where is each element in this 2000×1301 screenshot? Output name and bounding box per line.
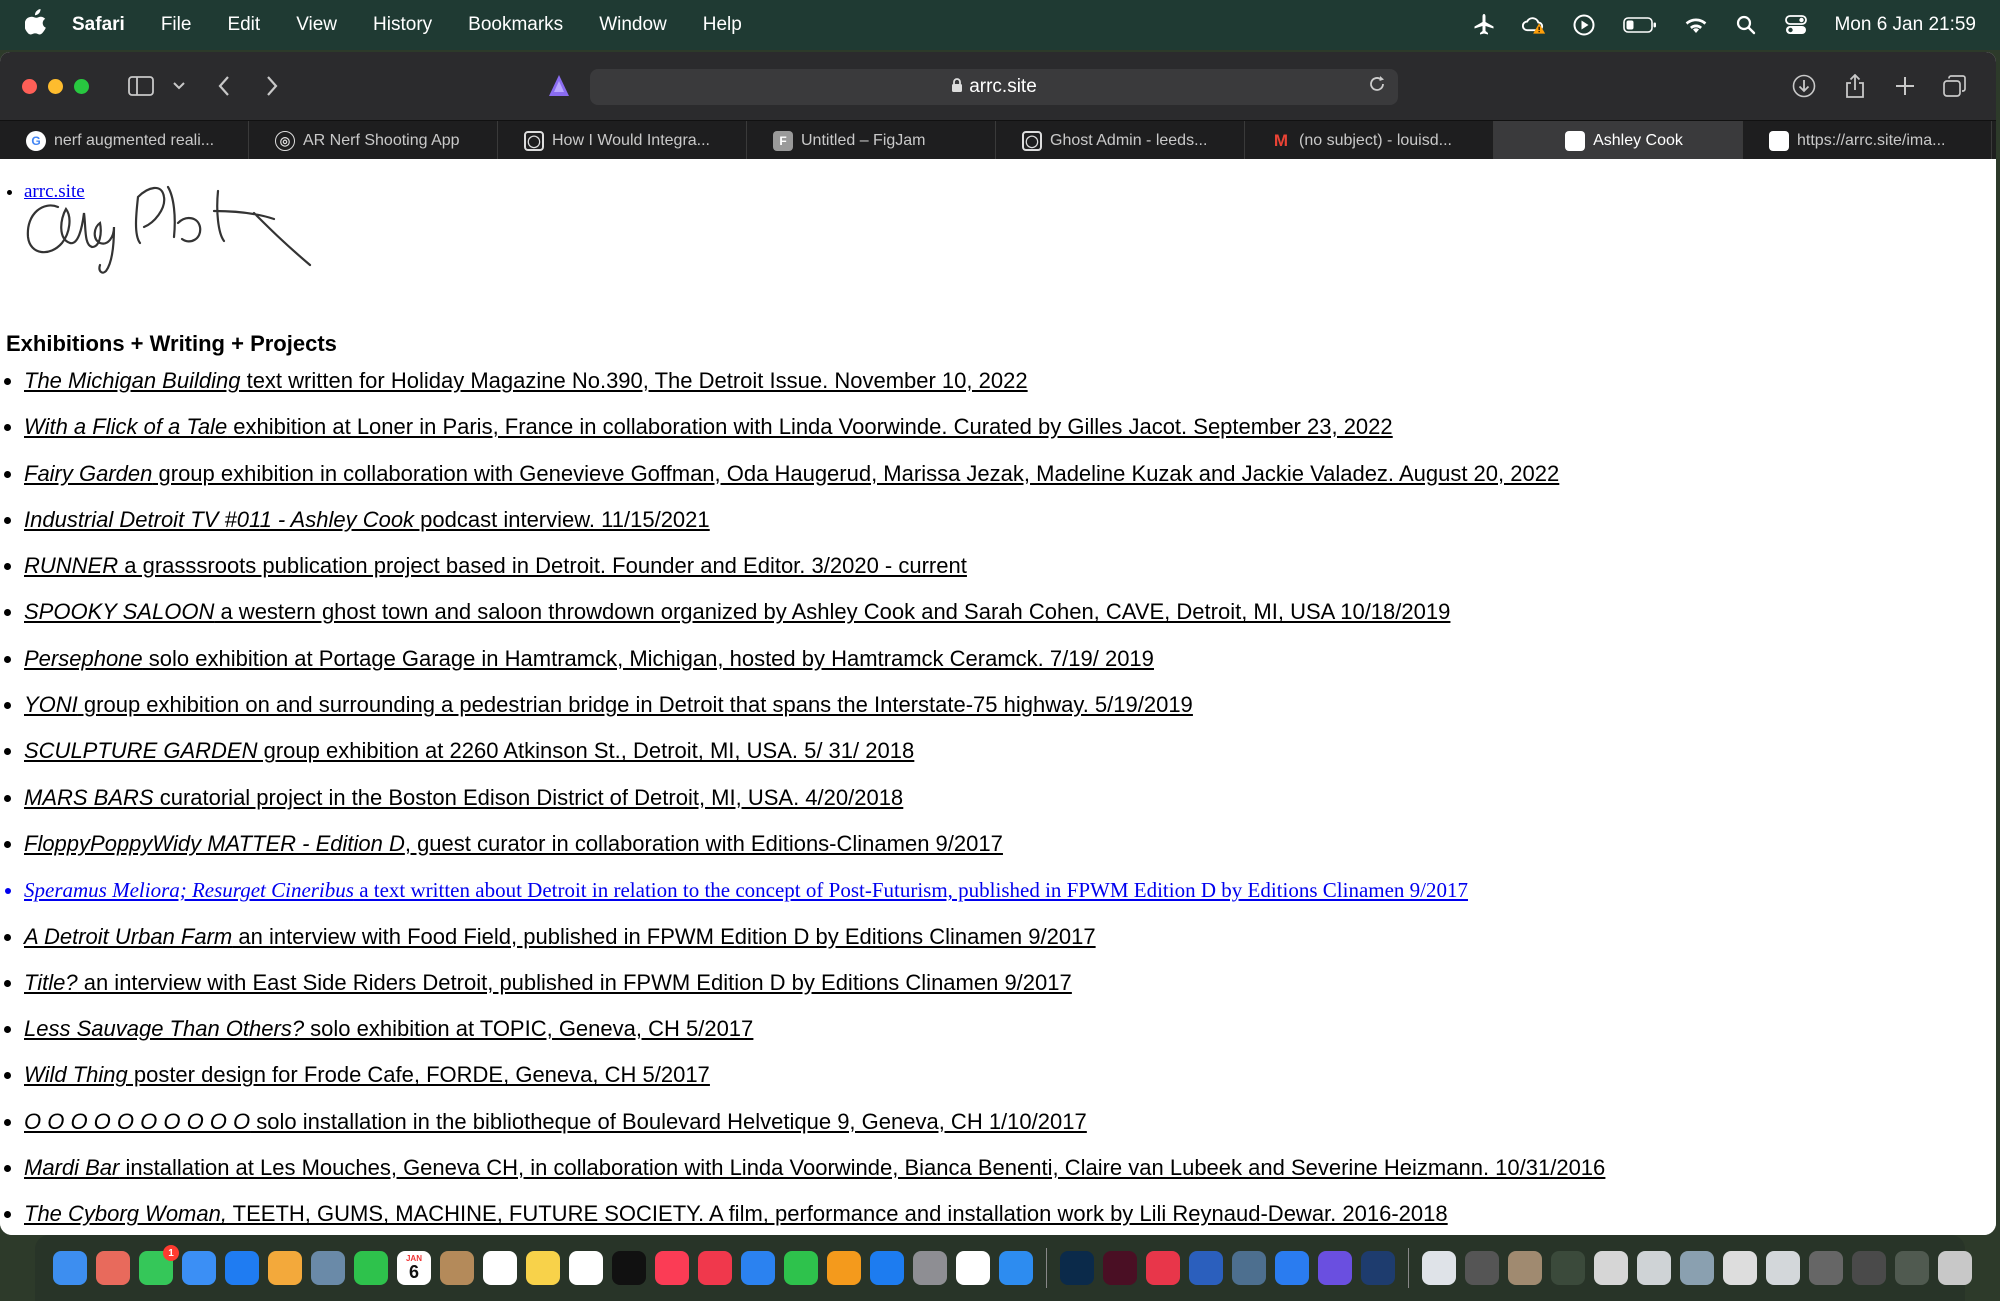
reminders-icon[interactable] — [483, 1251, 517, 1285]
menu-bar — [0, 0, 2000, 50]
dock-separator — [1046, 1248, 1047, 1288]
google-icon: G — [26, 131, 46, 151]
minimize-window-button[interactable] — [48, 79, 63, 94]
tab-bar — [0, 120, 1996, 159]
menu-app-safari[interactable]: Safari — [72, 14, 125, 35]
facetime-icon[interactable] — [354, 1251, 388, 1285]
tab-gmail[interactable] — [1245, 121, 1494, 160]
creative-cloud-warning-icon[interactable] — [1522, 13, 1546, 37]
entry-link[interactable] — [24, 504, 1605, 550]
dock — [35, 1235, 1965, 1301]
entry-title: Fairy Garden — [24, 460, 153, 486]
file-thumbnail-icon[interactable] — [1723, 1251, 1757, 1285]
ghost-icon: ◯ — [1022, 131, 1042, 151]
messages-icon[interactable] — [139, 1247, 174, 1285]
entry-link[interactable] — [24, 1013, 1605, 1059]
wifi-icon[interactable] — [1684, 13, 1708, 37]
nav-item — [24, 181, 85, 203]
entry-title: The Michigan Building — [24, 368, 241, 393]
gmail-icon: M — [1273, 130, 1289, 150]
entry-title: The Cyborg Woman, — [24, 1201, 227, 1227]
window-thumbnail-icon[interactable] — [1551, 1251, 1585, 1285]
entry-link[interactable] — [24, 550, 1605, 596]
page-icon — [1769, 131, 1789, 151]
freeform-icon[interactable] — [569, 1251, 603, 1285]
entry-title: A Detroit Urban Farm — [24, 923, 233, 949]
document-icon[interactable] — [1422, 1251, 1456, 1285]
entry-link[interactable] — [24, 643, 1605, 689]
tab-title: (no subject) - louisd... — [1299, 131, 1452, 149]
url-text: arrc.site — [969, 76, 1037, 97]
window-controls — [22, 79, 89, 94]
calendar-icon[interactable] — [397, 1251, 431, 1285]
entry-title: YONI — [24, 692, 78, 718]
entry-title: SPOOKY SALOON — [24, 599, 215, 625]
notes-icon[interactable] — [526, 1251, 560, 1285]
address-bar[interactable] — [590, 69, 1398, 105]
entry-link[interactable] — [24, 411, 1605, 457]
entry-description: solo exhibition at TOPIC, Geneva, CH 5/2017 — [304, 1016, 754, 1042]
entry-title: MARS BARS — [24, 784, 154, 810]
section-title: Exhibitions + Writing + Projects — [6, 331, 337, 356]
mail-icon[interactable] — [182, 1251, 216, 1285]
site-nav — [24, 181, 85, 203]
file-thumbnail-icon[interactable] — [1766, 1251, 1800, 1285]
tab-title: AR Nerf Shooting App — [303, 131, 460, 149]
tab-how-i-would-integrate[interactable] — [498, 121, 747, 160]
quicktime-icon[interactable] — [1232, 1251, 1266, 1285]
entry-title: O O O O O O O O O O — [24, 1108, 251, 1134]
entry-description: curatorial project in the Boston Edison District of Detroit, MI, USA. 4/20/2018 — [153, 784, 904, 810]
menu-help[interactable]: Help — [702, 14, 742, 35]
menu-bookmarks[interactable]: Bookmarks — [468, 14, 564, 35]
site-home-link[interactable]: arrc.site — [24, 181, 85, 202]
xcode-icon[interactable] — [870, 1251, 904, 1285]
menu-file[interactable]: File — [160, 14, 192, 35]
page-icon — [1565, 131, 1585, 151]
entry-title: Wild Thing — [24, 1062, 128, 1088]
entry-title: Mardi Bar — [24, 1155, 120, 1181]
entry-description: TEETH, GUMS, MACHINE, FUTURE SOCIETY. A film, performance and installation work by Lili Reynaud-Dewar. 2016-2018 — [226, 1201, 1448, 1227]
entry-description: a grasssroots publication project based in Detroit. Founder and Editor. 3/2020 - current — [118, 553, 967, 579]
entry-description: a western ghost town and saloon throwdown organized by Ashley Cook and Sarah Cohen, CAVE, Detroit, MI, USA 10/18/2019 — [214, 599, 1451, 625]
entry-title: Persephone — [24, 645, 143, 671]
spotlight-search-icon[interactable] — [1734, 13, 1758, 37]
apple-menu-icon[interactable] — [0, 9, 72, 42]
entry-link[interactable] — [24, 689, 1605, 735]
app-store-icon[interactable] — [225, 1251, 259, 1285]
news-icon[interactable] — [698, 1251, 732, 1285]
reload-icon[interactable] — [1368, 75, 1386, 99]
tab-ar-nerf-app[interactable] — [249, 121, 498, 160]
keyboard-icon[interactable] — [1465, 1251, 1499, 1285]
entry-description: podcast interview. 11/15/2021 — [414, 506, 710, 532]
page-content — [0, 159, 1996, 1235]
entry-link[interactable] — [24, 596, 1605, 642]
window-thumbnail-icon[interactable] — [1895, 1251, 1929, 1285]
control-center-icon[interactable] — [1784, 13, 1808, 37]
entry-description: text written for Holiday Magazine No.390, The Detroit Issue. November 10, 2022 — [240, 368, 1028, 393]
entry-title: FloppyPoppyWidy MATTER - Edition D — [24, 830, 405, 856]
battery-icon[interactable] — [1622, 13, 1658, 37]
chevron-down-icon[interactable] — [165, 72, 193, 100]
entry-title: Speramus Meliora; Resurget Cineribus — [24, 878, 354, 903]
back-button[interactable] — [210, 72, 238, 100]
entry-description: exhibition at Loner in Paris, France in collaboration with Linda Voorwinde. Curated by Gilles Jacot. September 23, 2022 — [227, 414, 1393, 440]
safari-icon[interactable] — [999, 1251, 1033, 1285]
tab-title: How I Would Integra... — [552, 131, 710, 149]
entry-link[interactable] — [24, 828, 1605, 874]
entry-link[interactable] — [24, 1059, 1605, 1105]
new-tab-icon[interactable] — [1891, 72, 1919, 100]
sidebar-toggle-icon[interactable] — [127, 72, 155, 100]
entry-title: Industrial Detroit TV #011 - Ashley Cook — [24, 506, 415, 532]
entry-link[interactable] — [24, 921, 1605, 967]
entry-description: poster design for Frode Cafe, FORDE, Geneva, CH 5/2017 — [127, 1062, 710, 1088]
tab-title: Ashley Cook — [1593, 131, 1683, 149]
entry-title: Less Sauvage Than Others? — [24, 1016, 305, 1042]
launchpad-icon[interactable] — [96, 1251, 130, 1285]
entry-link[interactable] — [24, 365, 1605, 411]
menu-bar-clock[interactable]: Mon 6 Jan 21:59 — [1834, 14, 1976, 35]
zoom-window-button[interactable] — [74, 79, 89, 94]
entry-description: an interview with Food Field, published in FPWM Edition D by Editions Clinamen 9/2017 — [232, 923, 1096, 949]
entry-title: SCULPTURE GARDEN — [24, 738, 258, 764]
dock-separator — [1408, 1248, 1409, 1288]
arc-icon[interactable] — [1318, 1251, 1352, 1285]
chatgpt-icon: ◎ — [275, 131, 295, 151]
entry-link[interactable] — [24, 1106, 1605, 1152]
tab-title: https://arrc.site/ima... — [1797, 131, 1946, 149]
system-settings-icon[interactable] — [913, 1251, 947, 1285]
indesign-icon[interactable] — [1103, 1251, 1137, 1285]
preview-icon[interactable] — [311, 1251, 345, 1285]
entry-title: With a Flick of a Tale — [24, 414, 228, 440]
calendar-month: JAN — [405, 1254, 422, 1263]
finder-icon[interactable] — [53, 1251, 87, 1285]
music-icon[interactable] — [655, 1251, 689, 1285]
photo-thumbnail-icon[interactable] — [1680, 1251, 1714, 1285]
tab-ghost-admin[interactable] — [996, 121, 1245, 160]
entry-link[interactable] — [24, 1152, 1605, 1198]
entry-description: group exhibition at 2260 Atkinson St., Detroit, MI, USA. 5/ 31/ 2018 — [257, 738, 915, 764]
tasks-icon[interactable] — [1275, 1251, 1309, 1285]
entry-description: solo exhibition at Portage Garage in Hamtramck, Michigan, hosted by Hamtramck Ceramck. 7/19/ 2019 — [142, 645, 1154, 671]
tab-arrc-image[interactable] — [1743, 121, 1992, 160]
numbers-icon[interactable] — [784, 1251, 818, 1285]
menu-edit[interactable]: Edit — [227, 14, 261, 35]
entry-description: solo installation in the bibliotheque of Boulevard Helvetique 9, Geneva, CH 1/10/2017 — [250, 1108, 1087, 1134]
tab-title: Ghost Admin - leeds... — [1050, 131, 1208, 149]
entry-link[interactable] — [24, 782, 1605, 828]
play-circle-icon[interactable] — [1572, 13, 1596, 37]
tab-ashley-cook[interactable] — [1494, 121, 1743, 160]
keynote-icon[interactable] — [741, 1251, 775, 1285]
trash-icon[interactable] — [1938, 1251, 1972, 1285]
messages-badge: 1 — [163, 1245, 179, 1261]
forward-button[interactable] — [258, 72, 286, 100]
contacts-icon[interactable] — [440, 1251, 474, 1285]
entry-title: Title? — [24, 969, 78, 995]
menu-window[interactable]: Window — [599, 14, 667, 35]
entry-title: RUNNER — [24, 553, 119, 579]
entry-description: a text written about Detroit in relation to the concept of Post-Futurism, published in FPWM Edition D by Editions Clinamen 9/2017 — [353, 878, 1468, 903]
word-icon[interactable] — [1189, 1251, 1223, 1285]
figjam-icon: F — [773, 131, 793, 151]
creative-cloud-icon[interactable] — [1146, 1251, 1180, 1285]
window-thumbnail-icon[interactable] — [1852, 1251, 1886, 1285]
browser-toolbar — [0, 52, 1996, 120]
tab-nerf-search[interactable] — [0, 121, 249, 160]
entry-link[interactable] — [24, 967, 1605, 1013]
ghost-icon: ◯ — [524, 131, 544, 151]
tab-title: nerf augmented reali... — [54, 131, 215, 149]
entry-description: group exhibition on and surrounding a pedestrian bridge in Detroit that spans the Interstate-75 highway. 5/19/2019 — [77, 692, 1193, 718]
entries-list — [24, 365, 1605, 1235]
calendar-day: 6 — [408, 1262, 419, 1282]
menu-view[interactable]: View — [296, 14, 338, 35]
statue-image-icon[interactable] — [1508, 1251, 1542, 1285]
entry-description: , guest curator in collaboration with Editions-Clinamen 9/2017 — [404, 830, 1003, 856]
tab-figjam[interactable] — [747, 121, 996, 160]
arc-extension-icon[interactable] — [545, 72, 573, 100]
downloads-icon[interactable] — [1790, 72, 1818, 100]
photos-icon[interactable] — [268, 1251, 302, 1285]
grid-thumbnail-icon[interactable] — [1809, 1251, 1843, 1285]
tab-overview-icon[interactable] — [1941, 72, 1969, 100]
tab-title: Untitled – FigJam — [801, 131, 926, 149]
chatgpt-icon[interactable] — [956, 1251, 990, 1285]
apple-tv-icon[interactable] — [612, 1251, 646, 1285]
file-thumbnail-icon[interactable] — [1637, 1251, 1671, 1285]
close-window-button[interactable] — [22, 79, 37, 94]
menu-history[interactable]: History — [373, 14, 433, 35]
pages-icon[interactable] — [827, 1251, 861, 1285]
aero-icon[interactable] — [1361, 1251, 1395, 1285]
entry-link[interactable] — [24, 458, 1605, 504]
safari-window — [0, 52, 1996, 1235]
file-thumbnail-icon[interactable] — [1594, 1251, 1628, 1285]
lock-icon — [951, 78, 963, 97]
entry-description: installation at Les Mouches, Geneva CH, in collaboration with Linda Voorwinde, Bianca Benenti, Claire van Lubeek and Severine Heizmann. 10/31/2016 — [119, 1155, 1606, 1181]
entry-description: group exhibition in collaboration with Genevieve Goffman, Oda Haugerud, Marissa Jezak, Madeline Kuzak and Jackie Valadez. August 20, 2022 — [152, 460, 1560, 486]
share-icon[interactable] — [1841, 72, 1869, 100]
entry-link[interactable] — [24, 1198, 1605, 1235]
airplane-icon[interactable] — [1472, 13, 1496, 37]
photoshop-icon[interactable] — [1060, 1251, 1094, 1285]
entry-link[interactable] — [24, 874, 1605, 920]
entry-description: an interview with East Side Riders Detroit, published in FPWM Edition D by Editions Clinamen 9/2017 — [77, 969, 1072, 995]
entry-link[interactable] — [24, 735, 1605, 781]
